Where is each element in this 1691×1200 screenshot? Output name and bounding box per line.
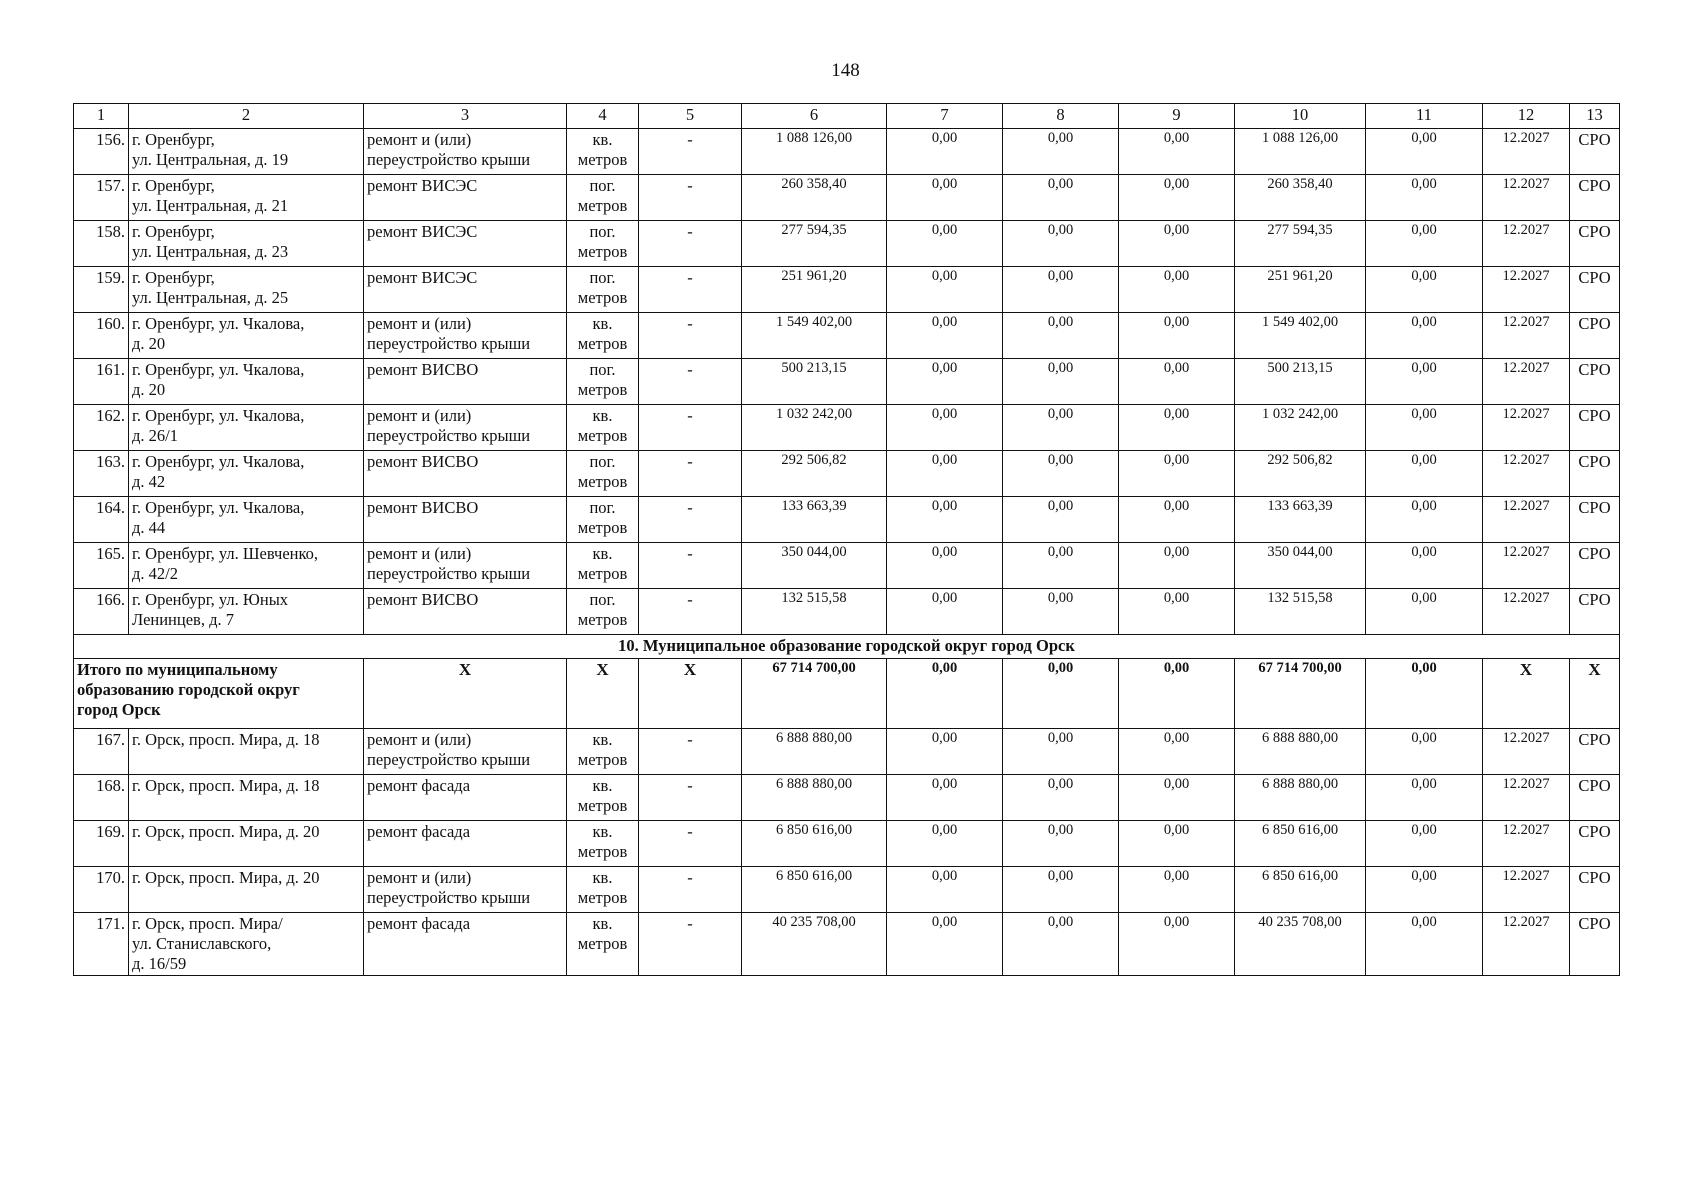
total-col3: X — [364, 659, 567, 729]
work-type-cell: ремонт ВИСЭС — [364, 175, 567, 221]
total-col11: 0,00 — [1366, 659, 1483, 729]
table-row — [74, 313, 1620, 359]
table-row — [74, 775, 1620, 821]
table-row — [74, 405, 1620, 451]
col6-cost-cell: 1 088 126,00 — [742, 129, 887, 175]
col5-cell: - — [639, 313, 742, 359]
col5-cell: - — [639, 729, 742, 775]
address-cell: г. Орск, просп. Мира/ ул. Станиславского, д. 16/59 — [129, 913, 364, 976]
col9-cell: 0,00 — [1119, 175, 1235, 221]
unit-cell: пог. метров — [567, 175, 639, 221]
col5-cell: - — [639, 543, 742, 589]
method-cell: СРО — [1570, 913, 1620, 976]
work-type-cell: ремонт ВИСВО — [364, 451, 567, 497]
col8-cell: 0,00 — [1003, 497, 1119, 543]
column-header-8: 8 — [1003, 104, 1119, 129]
work-type-cell: ремонт и (или) переустройство крыши — [364, 129, 567, 175]
col8-cell: 0,00 — [1003, 313, 1119, 359]
col9-cell: 0,00 — [1119, 267, 1235, 313]
col11-cell: 0,00 — [1366, 313, 1483, 359]
col10-cell: 40 235 708,00 — [1235, 913, 1366, 976]
col10-cell: 6 888 880,00 — [1235, 775, 1366, 821]
col7-cell: 0,00 — [887, 543, 1003, 589]
col7-cell: 0,00 — [887, 913, 1003, 976]
total-label: Итого по муниципальному образованию городской округ город Орск — [74, 659, 364, 729]
col10-cell: 1 549 402,00 — [1235, 313, 1366, 359]
row-number: 160. — [74, 313, 129, 359]
col11-cell: 0,00 — [1366, 589, 1483, 635]
unit-cell: пог. метров — [567, 267, 639, 313]
unit-cell: пог. метров — [567, 451, 639, 497]
column-header-4: 4 — [567, 104, 639, 129]
col9-cell: 0,00 — [1119, 451, 1235, 497]
col6-cost-cell: 6 888 880,00 — [742, 775, 887, 821]
deadline-cell: 12.2027 — [1483, 913, 1570, 976]
table-row — [74, 267, 1620, 313]
row-number: 169. — [74, 821, 129, 867]
col5-cell: - — [639, 267, 742, 313]
table-row — [74, 451, 1620, 497]
col6-cost-cell: 350 044,00 — [742, 543, 887, 589]
col6-cost-cell: 277 594,35 — [742, 221, 887, 267]
column-header-1: 1 — [74, 104, 129, 129]
method-cell: СРО — [1570, 267, 1620, 313]
col10-cell: 500 213,15 — [1235, 359, 1366, 405]
col8-cell: 0,00 — [1003, 267, 1119, 313]
total-col12: X — [1483, 659, 1570, 729]
col7-cell: 0,00 — [887, 359, 1003, 405]
deadline-cell: 12.2027 — [1483, 313, 1570, 359]
col9-cell: 0,00 — [1119, 221, 1235, 267]
deadline-cell: 12.2027 — [1483, 729, 1570, 775]
col8-cell: 0,00 — [1003, 775, 1119, 821]
col11-cell: 0,00 — [1366, 175, 1483, 221]
col9-cell: 0,00 — [1119, 867, 1235, 913]
unit-cell: кв. метров — [567, 821, 639, 867]
col5-cell: - — [639, 821, 742, 867]
total-col9: 0,00 — [1119, 659, 1235, 729]
col11-cell: 0,00 — [1366, 543, 1483, 589]
column-header-10: 10 — [1235, 104, 1366, 129]
col8-cell: 0,00 — [1003, 221, 1119, 267]
row-number: 164. — [74, 497, 129, 543]
row-number: 165. — [74, 543, 129, 589]
total-col7: 0,00 — [887, 659, 1003, 729]
column-header-12: 12 — [1483, 104, 1570, 129]
col9-cell: 0,00 — [1119, 497, 1235, 543]
table-row — [74, 221, 1620, 267]
deadline-cell: 12.2027 — [1483, 775, 1570, 821]
col7-cell: 0,00 — [887, 729, 1003, 775]
deadline-cell: 12.2027 — [1483, 821, 1570, 867]
address-cell: г. Оренбург, ул. Центральная, д. 21 — [129, 175, 364, 221]
col5-cell: - — [639, 175, 742, 221]
col8-cell: 0,00 — [1003, 867, 1119, 913]
col7-cell: 0,00 — [887, 497, 1003, 543]
method-cell: СРО — [1570, 129, 1620, 175]
col9-cell: 0,00 — [1119, 913, 1235, 976]
col10-cell: 260 358,40 — [1235, 175, 1366, 221]
col6-cost-cell: 40 235 708,00 — [742, 913, 887, 976]
row-number: 157. — [74, 175, 129, 221]
table-row — [74, 913, 1620, 976]
col9-cell: 0,00 — [1119, 775, 1235, 821]
col5-cell: - — [639, 867, 742, 913]
work-type-cell: ремонт фасада — [364, 821, 567, 867]
address-cell: г. Оренбург, ул. Чкалова, д. 20 — [129, 359, 364, 405]
col9-cell: 0,00 — [1119, 129, 1235, 175]
col6-cost-cell: 251 961,20 — [742, 267, 887, 313]
method-cell: СРО — [1570, 729, 1620, 775]
col10-cell: 133 663,39 — [1235, 497, 1366, 543]
col6-cost-cell: 6 850 616,00 — [742, 867, 887, 913]
work-type-cell: ремонт ВИСВО — [364, 497, 567, 543]
total-col4: X — [567, 659, 639, 729]
address-cell: г. Оренбург, ул. Чкалова, д. 26/1 — [129, 405, 364, 451]
col9-cell: 0,00 — [1119, 359, 1235, 405]
col7-cell: 0,00 — [887, 221, 1003, 267]
column-header-11: 11 — [1366, 104, 1483, 129]
row-number: 163. — [74, 451, 129, 497]
method-cell: СРО — [1570, 221, 1620, 267]
col7-cell: 0,00 — [887, 451, 1003, 497]
unit-cell: кв. метров — [567, 129, 639, 175]
unit-cell: кв. метров — [567, 867, 639, 913]
work-type-cell: ремонт и (или) переустройство крыши — [364, 867, 567, 913]
col7-cell: 0,00 — [887, 129, 1003, 175]
section-row — [74, 635, 1620, 659]
address-cell: г. Оренбург, ул. Чкалова, д. 20 — [129, 313, 364, 359]
row-number: 158. — [74, 221, 129, 267]
column-header-row — [74, 104, 1620, 129]
col8-cell: 0,00 — [1003, 405, 1119, 451]
column-header-13: 13 — [1570, 104, 1620, 129]
deadline-cell: 12.2027 — [1483, 497, 1570, 543]
col9-cell: 0,00 — [1119, 313, 1235, 359]
address-cell: г. Оренбург, ул. Шевченко, д. 42/2 — [129, 543, 364, 589]
col5-cell: - — [639, 913, 742, 976]
col10-cell: 1 088 126,00 — [1235, 129, 1366, 175]
method-cell: СРО — [1570, 313, 1620, 359]
work-type-cell: ремонт и (или) переустройство крыши — [364, 313, 567, 359]
method-cell: СРО — [1570, 497, 1620, 543]
col11-cell: 0,00 — [1366, 913, 1483, 976]
deadline-cell: 12.2027 — [1483, 589, 1570, 635]
deadline-cell: 12.2027 — [1483, 267, 1570, 313]
table-row — [74, 497, 1620, 543]
row-number: 167. — [74, 729, 129, 775]
table-body — [74, 104, 1620, 976]
col5-cell: - — [639, 221, 742, 267]
method-cell: СРО — [1570, 175, 1620, 221]
col11-cell: 0,00 — [1366, 359, 1483, 405]
table-row — [74, 867, 1620, 913]
table-row — [74, 129, 1620, 175]
address-cell: г. Орск, просп. Мира, д. 18 — [129, 729, 364, 775]
col9-cell: 0,00 — [1119, 729, 1235, 775]
unit-cell: пог. метров — [567, 359, 639, 405]
col11-cell: 0,00 — [1366, 405, 1483, 451]
address-cell: г. Оренбург, ул. Юных Ленинцев, д. 7 — [129, 589, 364, 635]
table-row — [74, 589, 1620, 635]
method-cell: СРО — [1570, 589, 1620, 635]
col6-cost-cell: 292 506,82 — [742, 451, 887, 497]
address-cell: г. Оренбург, ул. Чкалова, д. 42 — [129, 451, 364, 497]
row-number: 166. — [74, 589, 129, 635]
unit-cell: кв. метров — [567, 405, 639, 451]
work-type-cell: ремонт ВИСЭС — [364, 267, 567, 313]
method-cell: СРО — [1570, 821, 1620, 867]
col6-cost-cell: 132 515,58 — [742, 589, 887, 635]
col7-cell: 0,00 — [887, 405, 1003, 451]
col11-cell: 0,00 — [1366, 497, 1483, 543]
column-header-6: 6 — [742, 104, 887, 129]
unit-cell: пог. метров — [567, 497, 639, 543]
col7-cell: 0,00 — [887, 175, 1003, 221]
col8-cell: 0,00 — [1003, 451, 1119, 497]
method-cell: СРО — [1570, 359, 1620, 405]
address-cell: г. Оренбург, ул. Центральная, д. 25 — [129, 267, 364, 313]
col5-cell: - — [639, 129, 742, 175]
column-header-2: 2 — [129, 104, 364, 129]
col11-cell: 0,00 — [1366, 867, 1483, 913]
col6-cost-cell: 6 850 616,00 — [742, 821, 887, 867]
col11-cell: 0,00 — [1366, 267, 1483, 313]
col8-cell: 0,00 — [1003, 913, 1119, 976]
deadline-cell: 12.2027 — [1483, 451, 1570, 497]
unit-cell: кв. метров — [567, 913, 639, 976]
unit-cell: кв. метров — [567, 729, 639, 775]
row-number: 170. — [74, 867, 129, 913]
col6-cost-cell: 500 213,15 — [742, 359, 887, 405]
address-cell: г. Орск, просп. Мира, д. 20 — [129, 867, 364, 913]
row-number: 156. — [74, 129, 129, 175]
col7-cell: 0,00 — [887, 867, 1003, 913]
deadline-cell: 12.2027 — [1483, 543, 1570, 589]
work-type-cell: ремонт ВИСВО — [364, 359, 567, 405]
method-cell: СРО — [1570, 543, 1620, 589]
col5-cell: - — [639, 359, 742, 405]
col8-cell: 0,00 — [1003, 543, 1119, 589]
table-row — [74, 729, 1620, 775]
col5-cell: - — [639, 451, 742, 497]
col11-cell: 0,00 — [1366, 451, 1483, 497]
address-cell: г. Орск, просп. Мира, д. 20 — [129, 821, 364, 867]
col7-cell: 0,00 — [887, 313, 1003, 359]
table-row — [74, 175, 1620, 221]
col5-cell: - — [639, 775, 742, 821]
address-cell: г. Орск, просп. Мира, д. 18 — [129, 775, 364, 821]
table-row — [74, 359, 1620, 405]
unit-cell: кв. метров — [567, 775, 639, 821]
deadline-cell: 12.2027 — [1483, 867, 1570, 913]
col5-cell: - — [639, 405, 742, 451]
col8-cell: 0,00 — [1003, 729, 1119, 775]
total-row — [74, 659, 1620, 729]
col6-cost-cell: 1 032 242,00 — [742, 405, 887, 451]
total-col6: 67 714 700,00 — [742, 659, 887, 729]
col5-cell: - — [639, 497, 742, 543]
deadline-cell: 12.2027 — [1483, 405, 1570, 451]
col7-cell: 0,00 — [887, 821, 1003, 867]
unit-cell: кв. метров — [567, 543, 639, 589]
col11-cell: 0,00 — [1366, 729, 1483, 775]
unit-cell: пог. метров — [567, 221, 639, 267]
page-number: 148 — [831, 60, 860, 81]
col11-cell: 0,00 — [1366, 129, 1483, 175]
work-type-cell: ремонт ВИСЭС — [364, 221, 567, 267]
work-type-cell: ремонт и (или) переустройство крыши — [364, 729, 567, 775]
col8-cell: 0,00 — [1003, 589, 1119, 635]
col11-cell: 0,00 — [1366, 821, 1483, 867]
table-row — [74, 821, 1620, 867]
method-cell: СРО — [1570, 405, 1620, 451]
col9-cell: 0,00 — [1119, 821, 1235, 867]
deadline-cell: 12.2027 — [1483, 129, 1570, 175]
section-title: 10. Муниципальное образование городской округ город Орск — [74, 635, 1620, 659]
col10-cell: 6 888 880,00 — [1235, 729, 1366, 775]
method-cell: СРО — [1570, 451, 1620, 497]
col7-cell: 0,00 — [887, 775, 1003, 821]
col8-cell: 0,00 — [1003, 821, 1119, 867]
column-header-9: 9 — [1119, 104, 1235, 129]
col10-cell: 292 506,82 — [1235, 451, 1366, 497]
col8-cell: 0,00 — [1003, 359, 1119, 405]
column-header-7: 7 — [887, 104, 1003, 129]
total-col8: 0,00 — [1003, 659, 1119, 729]
address-cell: г. Оренбург, ул. Чкалова, д. 44 — [129, 497, 364, 543]
column-header-5: 5 — [639, 104, 742, 129]
col10-cell: 132 515,58 — [1235, 589, 1366, 635]
method-cell: СРО — [1570, 775, 1620, 821]
col8-cell: 0,00 — [1003, 129, 1119, 175]
col10-cell: 277 594,35 — [1235, 221, 1366, 267]
col6-cost-cell: 260 358,40 — [742, 175, 887, 221]
col9-cell: 0,00 — [1119, 405, 1235, 451]
work-type-cell: ремонт фасада — [364, 913, 567, 976]
method-cell: СРО — [1570, 867, 1620, 913]
row-number: 162. — [74, 405, 129, 451]
col9-cell: 0,00 — [1119, 543, 1235, 589]
row-number: 171. — [74, 913, 129, 976]
col8-cell: 0,00 — [1003, 175, 1119, 221]
address-cell: г. Оренбург, ул. Центральная, д. 19 — [129, 129, 364, 175]
col10-cell: 6 850 616,00 — [1235, 821, 1366, 867]
work-type-cell: ремонт ВИСВО — [364, 589, 567, 635]
total-col10: 67 714 700,00 — [1235, 659, 1366, 729]
work-type-cell: ремонт и (или) переустройство крыши — [364, 405, 567, 451]
col6-cost-cell: 1 549 402,00 — [742, 313, 887, 359]
column-header-3: 3 — [364, 104, 567, 129]
work-type-cell: ремонт фасада — [364, 775, 567, 821]
deadline-cell: 12.2027 — [1483, 221, 1570, 267]
col9-cell: 0,00 — [1119, 589, 1235, 635]
total-col5: X — [639, 659, 742, 729]
col10-cell: 6 850 616,00 — [1235, 867, 1366, 913]
col7-cell: 0,00 — [887, 267, 1003, 313]
col11-cell: 0,00 — [1366, 775, 1483, 821]
deadline-cell: 12.2027 — [1483, 359, 1570, 405]
table-row — [74, 543, 1620, 589]
row-number: 168. — [74, 775, 129, 821]
col6-cost-cell: 133 663,39 — [742, 497, 887, 543]
work-type-cell: ремонт и (или) переустройство крыши — [364, 543, 567, 589]
col10-cell: 350 044,00 — [1235, 543, 1366, 589]
col7-cell: 0,00 — [887, 589, 1003, 635]
col6-cost-cell: 6 888 880,00 — [742, 729, 887, 775]
total-col13: X — [1570, 659, 1620, 729]
unit-cell: кв. метров — [567, 313, 639, 359]
col11-cell: 0,00 — [1366, 221, 1483, 267]
data-table — [73, 103, 1620, 976]
address-cell: г. Оренбург, ул. Центральная, д. 23 — [129, 221, 364, 267]
col10-cell: 1 032 242,00 — [1235, 405, 1366, 451]
unit-cell: пог. метров — [567, 589, 639, 635]
row-number: 159. — [74, 267, 129, 313]
row-number: 161. — [74, 359, 129, 405]
col5-cell: - — [639, 589, 742, 635]
col10-cell: 251 961,20 — [1235, 267, 1366, 313]
deadline-cell: 12.2027 — [1483, 175, 1570, 221]
